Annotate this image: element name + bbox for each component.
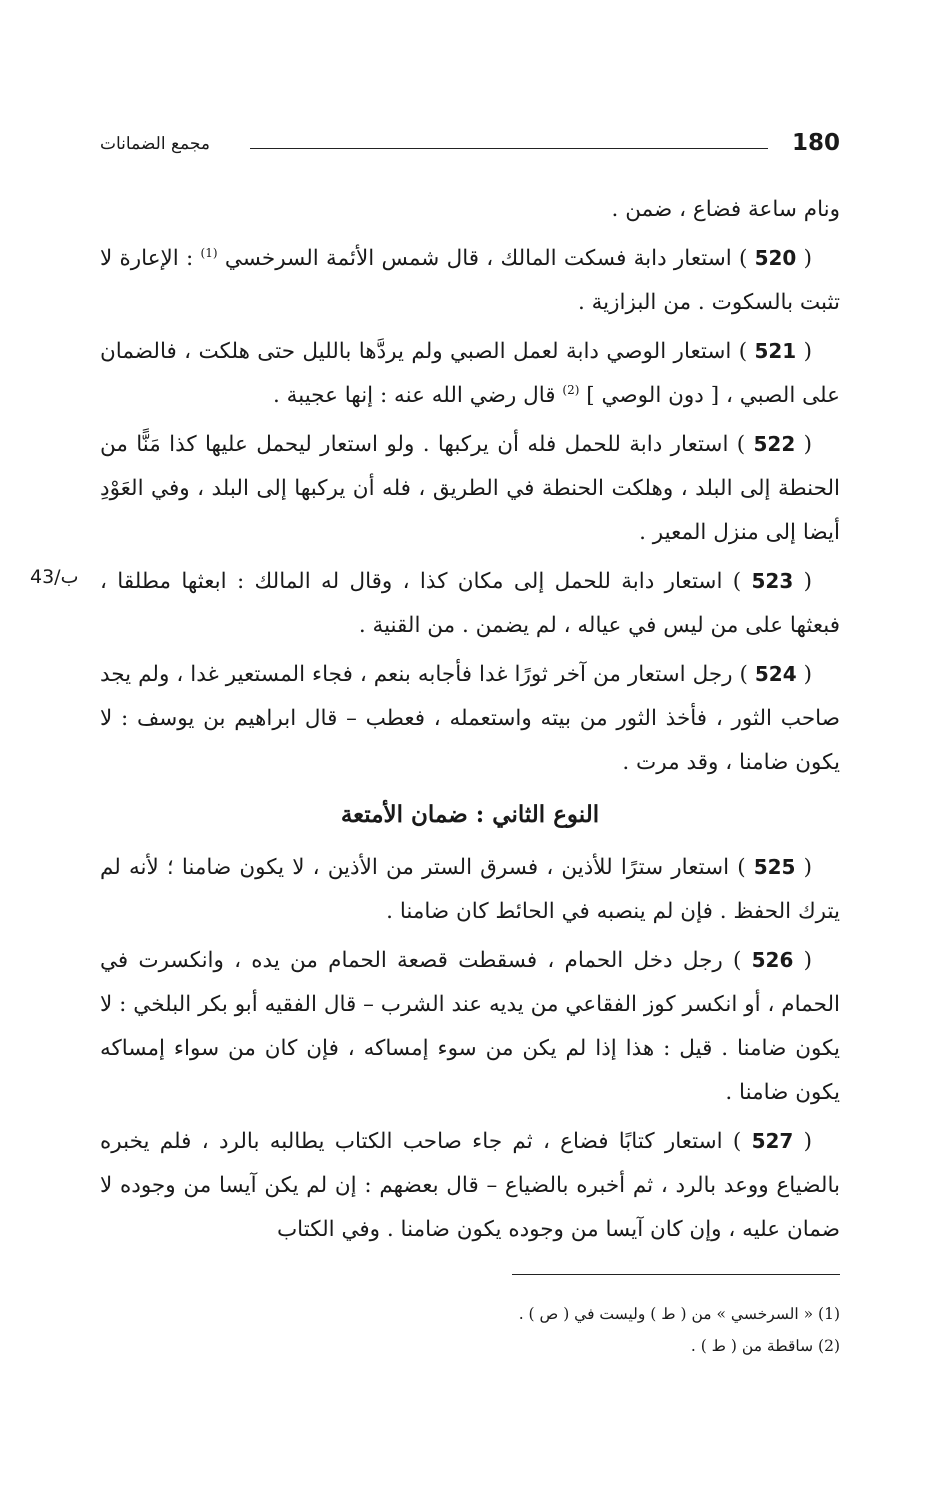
footnote-ref: (2) [562,382,580,397]
entry-number: 525 [753,855,796,879]
paragraph-text: ونام ساعة فضاع ، ضمن . [611,197,840,222]
margin-folio-note: 43/ب [30,566,79,588]
paragraph-text: : الإعارة لا تثبت بالسكوت . من البزازية . [100,246,840,315]
paren: ( [793,948,812,973]
paren: ( [795,855,812,880]
book-title: مجمع الضمانات [100,134,210,154]
paragraph-text: ) استعار كتابًا فضاع ، ثم جاء صاحب الكتاب يطالبه بالرد ، فلم يخبره بالضياع ووعد بالرد ، ثم أخبره بالضياع – قال بعضهم : إن لم يكن آيسا من وجوده لا ضمان عليه ، وإن كان آيسا من وجوده يكون ضامنا . وفي الكتاب [100,1129,840,1242]
section-heading: النوع الثاني : ضمان الأمتعة [340,801,600,828]
entry-number: 524 [754,662,797,686]
entry-number: 521 [754,339,797,363]
paragraph-text: ) استعار دابة للحمل إلى مكان كذا ، وقال له المالك : ابعثها مطلقا ، فبعثها على من ليس في عياله ، لم يضمن . من القنية . [100,569,840,638]
paragraph-text: ) رجل دخل الحمام ، فسقطت قصعة الحمام من يده ، وانكسرت في الحمام ، أو انكسر كوز الفقاعي من يديه عند الشرب – قال الفقيه أبو بكر البلخي : لا يكون ضامنا . قيل : هذا إذا لم يكن من سوء إمساكه ، فإن كان من سواء إمساكه يكون ضامنا . [100,948,840,1105]
paragraph-524 [100,652,840,785]
paragraph-522 [100,422,840,555]
entry-number: 526 [751,948,794,972]
footnotes [300,1298,840,1362]
paragraph-523 [100,559,840,648]
paren: ( [796,662,812,687]
header-rule [250,148,768,149]
footnote-rule [512,1274,840,1275]
paragraph-526 [100,938,840,1115]
entry-number: 520 [754,246,797,270]
footnote-ref: (1) [200,245,218,260]
paragraph-521 [100,329,840,418]
footnote-2: (2) ساقطة من ( ط ) . [690,1337,840,1355]
paragraph-text: ) استعار الوصي دابة لعمل الصبي ولم يردَّها بالليل حتى هلكت ، فالضمان على الصبي ، [ دون الوصي ] [100,339,840,408]
entry-number: 522 [753,432,796,456]
paren: ( [796,246,812,271]
paren: ( [793,1129,812,1154]
footnote-1: (1) « السرخسي » من ( ط ) وليست في ( ص ) . [518,1305,840,1323]
entry-number: 527 [751,1129,794,1153]
paragraph-text: ) رجل استعار من آخر ثورًا غدا فأجابه بنعم ، فجاء المستعير غدا ، ولم يجد صاحب الثور ، فأخذ الثور من بيته واستعمله ، فعطب – قال ابراهيم بن يوسف : لا يكون ضامنا ، وقد مرت . [100,662,840,775]
paragraph-text: قال رضي الله عنه : إنها عجيبة . [273,383,563,408]
paragraph-text: ) استعار دابة للحمل فله أن يركبها . ولو استعار ليحمل عليها كذا مَنًّا من الحنطة إلى البلد ، وهلكت الحنطة في الطريق ، فله أن يركبها إلى البلد ، وفي العَوْدِ أيضا إلى منزل المعير . [100,432,840,545]
entry-number: 523 [751,569,794,593]
paragraph-525 [100,845,840,934]
paragraph-continuation [100,188,840,232]
paren: ( [795,432,812,457]
paragraph-text: ) استعار دابة فسكت المالك ، قال شمس الأئمة السرخسي [217,246,755,271]
page-number: 180 [791,130,840,156]
paren: ( [793,569,812,594]
paragraph-527 [100,1119,840,1252]
paren: ( [796,339,812,364]
paragraph-text: ) استعار سترًا للأذين ، فسرق الستر من الأذين ، لا يكون ضامنا ؛ لأنه لم يترك الحفظ . فإن لم ينصبه في الحائط كان ضامنا . [100,855,840,924]
paragraph-520 [100,236,840,325]
main-text [100,188,840,1256]
page-header [100,130,840,164]
